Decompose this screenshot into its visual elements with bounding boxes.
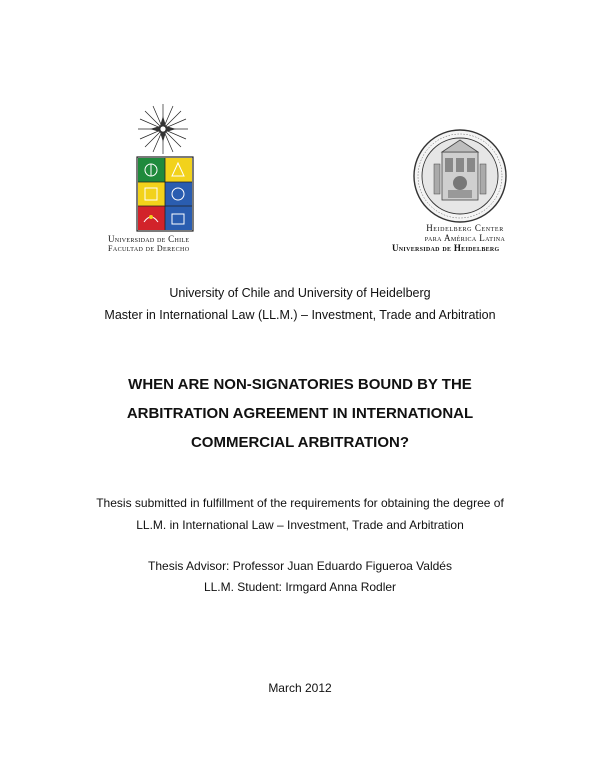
thesis-title-line-1: WHEN ARE NON-SIGNATORIES BOUND BY THE (128, 376, 472, 393)
thesis-title-line-3: COMMERCIAL ARBITRATION? (190, 434, 410, 451)
heidelberg-center-logo (392, 128, 524, 260)
right-logo-university-name: Universidad de Heidelberg (392, 243, 500, 253)
left-logo-caption (108, 235, 228, 253)
thesis-advisor: Thesis Advisor: Professor Juan Eduardo Figueroa Valdés (148, 559, 452, 573)
submission-date: March 2012 (268, 681, 332, 695)
right-logo-center-region: para América Latina (424, 233, 506, 243)
program-line: Master in International Law (LL.M.) – Investment, Trade and Arbitration (104, 308, 496, 322)
right-logo-center-name: Heidelberg Center (426, 223, 504, 233)
thesis-title (0, 370, 600, 457)
thesis-title-line-2: ARBITRATION AGREEMENT IN INTERNATIONAL (126, 405, 474, 422)
left-logo-faculty-name: Facultad de Derecho (108, 244, 190, 253)
thesis-statement-line-2: LL.M. in International Law – Investment, Trade and Arbitration (136, 518, 464, 532)
right-logo-caption (392, 223, 532, 254)
universidad-de-chile-logo (108, 102, 220, 260)
star-emblem-icon (136, 102, 190, 156)
llm-student: LL.M. Student: Irmgard Anna Rodler (203, 580, 397, 594)
thesis-statement-line-1: Thesis submitted in fulfillment of the requirements for obtaining the degree of (96, 496, 504, 510)
heidelberg-seal-icon (412, 128, 508, 224)
universities-line: University of Chile and University of Heidelberg (169, 286, 431, 300)
left-logo-university-name: Universidad de Chile (108, 234, 190, 244)
university-shield-icon (136, 156, 194, 232)
